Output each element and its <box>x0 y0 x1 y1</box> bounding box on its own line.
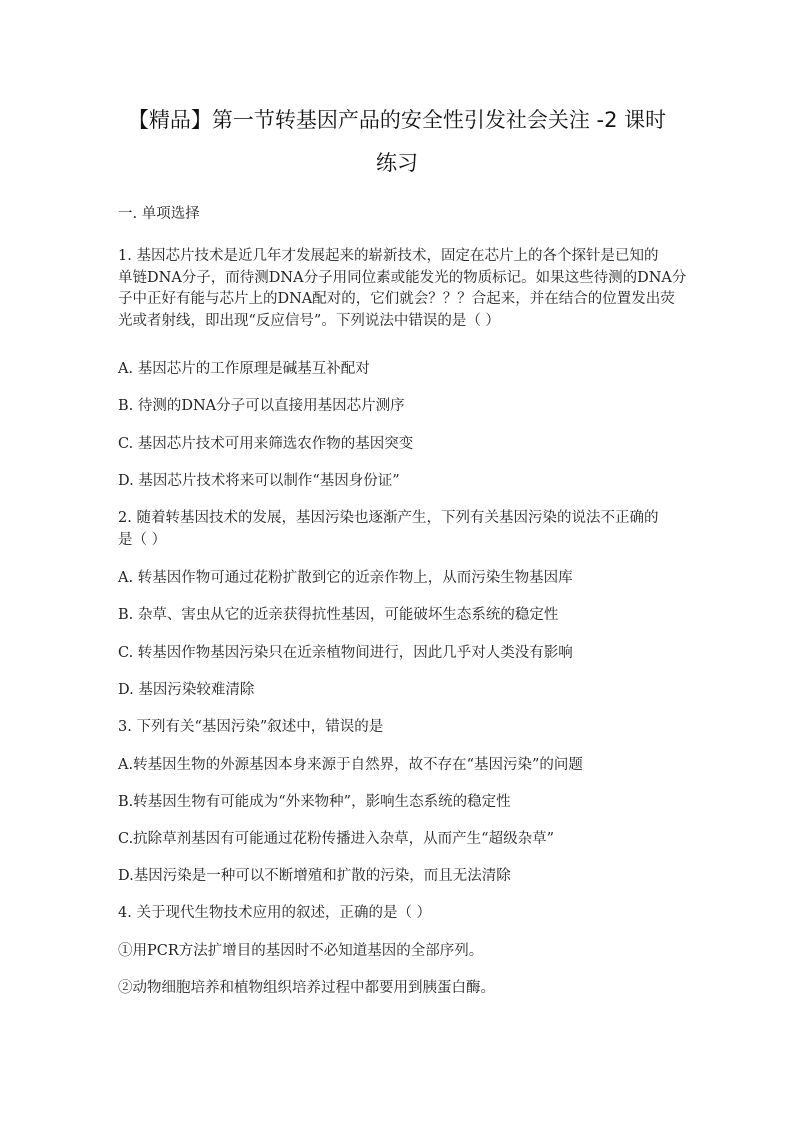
question-3-option-c: C.抗除草剂基因有可能通过花粉传播进入杂草，从而产生“超级杂草” <box>118 831 555 847</box>
question-4-statement-2: ②动物细胞培养和植物组织培养过程中都要用到胰蛋白酶。 <box>118 980 495 996</box>
question-1-stem-line: 光或者射线，即出现“反应信号”。下列说法中错误的是（ ） <box>118 312 500 329</box>
question-4-stem: 4. 关于现代生物技术应用的叙述，正确的是（ ） <box>118 905 432 921</box>
question-1-stem-line: 单链DNA分子，而待测DNA分子用同位素或能发光的物质标记。如果这些待测的DNA分 <box>118 269 687 286</box>
question-2-stem-line: 2. 随着转基因技术的发展，基因污染也逐渐产生，下列有关基因污染的说法不正确的 <box>118 510 659 526</box>
question-3-option-a: A.转基因生物的外源基因本身来源于自然界，故不存在“基因污染”的问题 <box>118 757 583 773</box>
document-title-line-2: 练习 <box>376 151 418 175</box>
document-title-line-1: 【精品】第一节转基因产品的安全性引发社会关注 -2 课时 <box>127 108 667 132</box>
question-1-stem-line: 子中正好有能与芯片上的DNA配对的，它们就会？？？合起来，并在结合的位置发出荧 <box>118 291 675 307</box>
question-2-stem <box>118 508 678 551</box>
question-2-option-c: C. 转基因作物基因污染只在近亲植物间进行，因此几乎对人类没有影响 <box>118 645 573 661</box>
question-3-option-b: B.转基因生物有可能成为“外来物种”，影响生态系统的稳定性 <box>118 794 511 810</box>
question-2-stem-line: 是（ ） <box>118 531 167 548</box>
question-1-stem-line: 1. 基因芯片技术是近几年才发展起来的崭新技术，固定在芯片上的各个探针是已知的 <box>118 248 659 264</box>
question-4-statement-1: ①用PCR方法扩增目的基因时不必知道基因的全部序列。 <box>118 943 484 959</box>
question-1-stem <box>118 246 687 332</box>
question-1-option-c: C. 基因芯片技术可用来筛选农作物的基因突变 <box>118 436 414 452</box>
question-2-option-d: D. 基因污染较难清除 <box>118 682 255 698</box>
question-3-option-d: D.基因污染是一种可以不断增殖和扩散的污染，而且无法清除 <box>118 868 511 884</box>
question-3-stem: 3. 下列有关“基因污染”叙述中，错误的是 <box>118 719 384 735</box>
question-1-option-d: D. 基因芯片技术将来可以制作“基因身份证” <box>118 473 400 489</box>
question-1-option-a: A. 基因芯片的工作原理是碱基互补配对 <box>118 361 370 377</box>
question-1-option-b: B. 待测的DNA分子可以直接用基因芯片测序 <box>118 398 405 414</box>
section-heading: 一. 单项选择 <box>118 206 200 222</box>
question-2-option-b: B. 杂草、害虫从它的近亲获得抗性基因，可能破坏生态系统的稳定性 <box>118 607 559 623</box>
question-2-option-a: A. 转基因作物可通过花粉扩散到它的近亲作物上，从而污染生物基因库 <box>118 570 573 586</box>
